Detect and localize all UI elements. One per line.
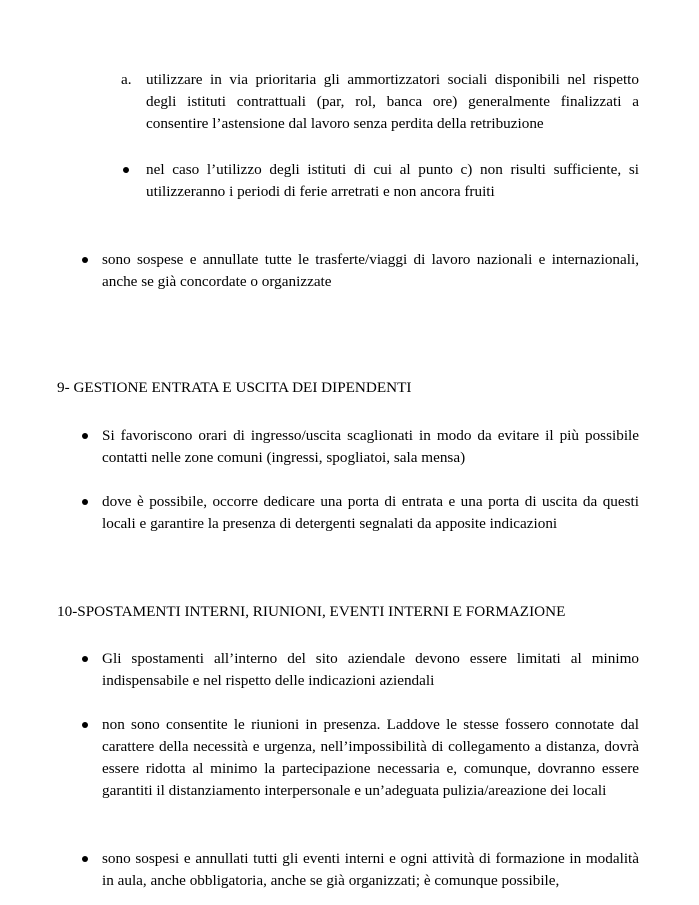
section-heading-10: 10-SPOSTAMENTI INTERNI, RIUNIONI, EVENTI INTERNI E FORMAZIONE bbox=[57, 603, 566, 620]
sub-list-item-a bbox=[121, 69, 639, 135]
list-item-text: sono sospese e annullate tutte le trasferte/viaggi di lavoro nazionali e internazionali, anche se già concordate o organizzate bbox=[102, 251, 639, 290]
list-item bbox=[80, 491, 639, 535]
list-item-text: Gli spostamenti all’interno del sito aziendale devono essere limitati al minimo indispensabile e nel rispetto delle indicazioni aziendali bbox=[102, 650, 639, 689]
bullet-icon bbox=[82, 722, 88, 728]
list-item bbox=[80, 848, 639, 892]
bullet-icon bbox=[82, 499, 88, 505]
list-item-text: sono sospesi e annullati tutti gli eventi interni e ogni attività di formazione in modalità in aula, anche obbligatoria, anche se già organizzati; è comunque possibile, bbox=[102, 850, 639, 889]
sub-list-item-text: nel caso l’utilizzo degli istituti di cui al punto c) non risulti sufficiente, si utilizzeranno i periodi di ferie arretrati e non ancora fruiti bbox=[146, 161, 639, 200]
bullet-icon bbox=[82, 856, 88, 862]
list-item-text: dove è possibile, occorre dedicare una porta di entrata e una porta di uscita da questi locali e garantire la presenza di detergenti segnalati da apposite indicazioni bbox=[102, 493, 639, 532]
list-item-travel bbox=[80, 249, 639, 293]
list-item bbox=[80, 425, 639, 469]
section-heading-9: 9- GESTIONE ENTRATA E USCITA DEI DIPENDENTI bbox=[57, 379, 412, 396]
bullet-icon bbox=[82, 257, 88, 263]
sub-list-item-bullet bbox=[121, 159, 639, 203]
sub-list-item-text: utilizzare in via prioritaria gli ammortizzatori sociali disponibili nel rispetto degli istituti contrattuali (par, rol, banca ore) generalmente finalizzati a consentire l’astensione dal lavoro senza perdita della retribuzione bbox=[146, 71, 639, 132]
bullet-icon bbox=[123, 167, 129, 173]
bullet-icon bbox=[82, 433, 88, 439]
bullet-icon bbox=[82, 656, 88, 662]
list-item-text: non sono consentite le riunioni in presenza. Laddove le stesse fossero connotate dal carattere della necessità e urgenza, nell’impossibilità di collegamento a distanza, dovrà essere ridotta al minimo la partecipazione necessaria e, comunque, dovranno essere garantiti il distanziamento interpersonale e un’adeguata pulizia/areazione dei locali bbox=[102, 716, 639, 799]
list-marker-a: a. bbox=[121, 71, 132, 88]
list-item bbox=[80, 648, 639, 692]
list-item bbox=[80, 714, 639, 802]
list-item-text: Si favoriscono orari di ingresso/uscita scaglionati in modo da evitare il più possibile contatti nelle zone comuni (ingressi, spogliatoi, sala mensa) bbox=[102, 427, 639, 466]
